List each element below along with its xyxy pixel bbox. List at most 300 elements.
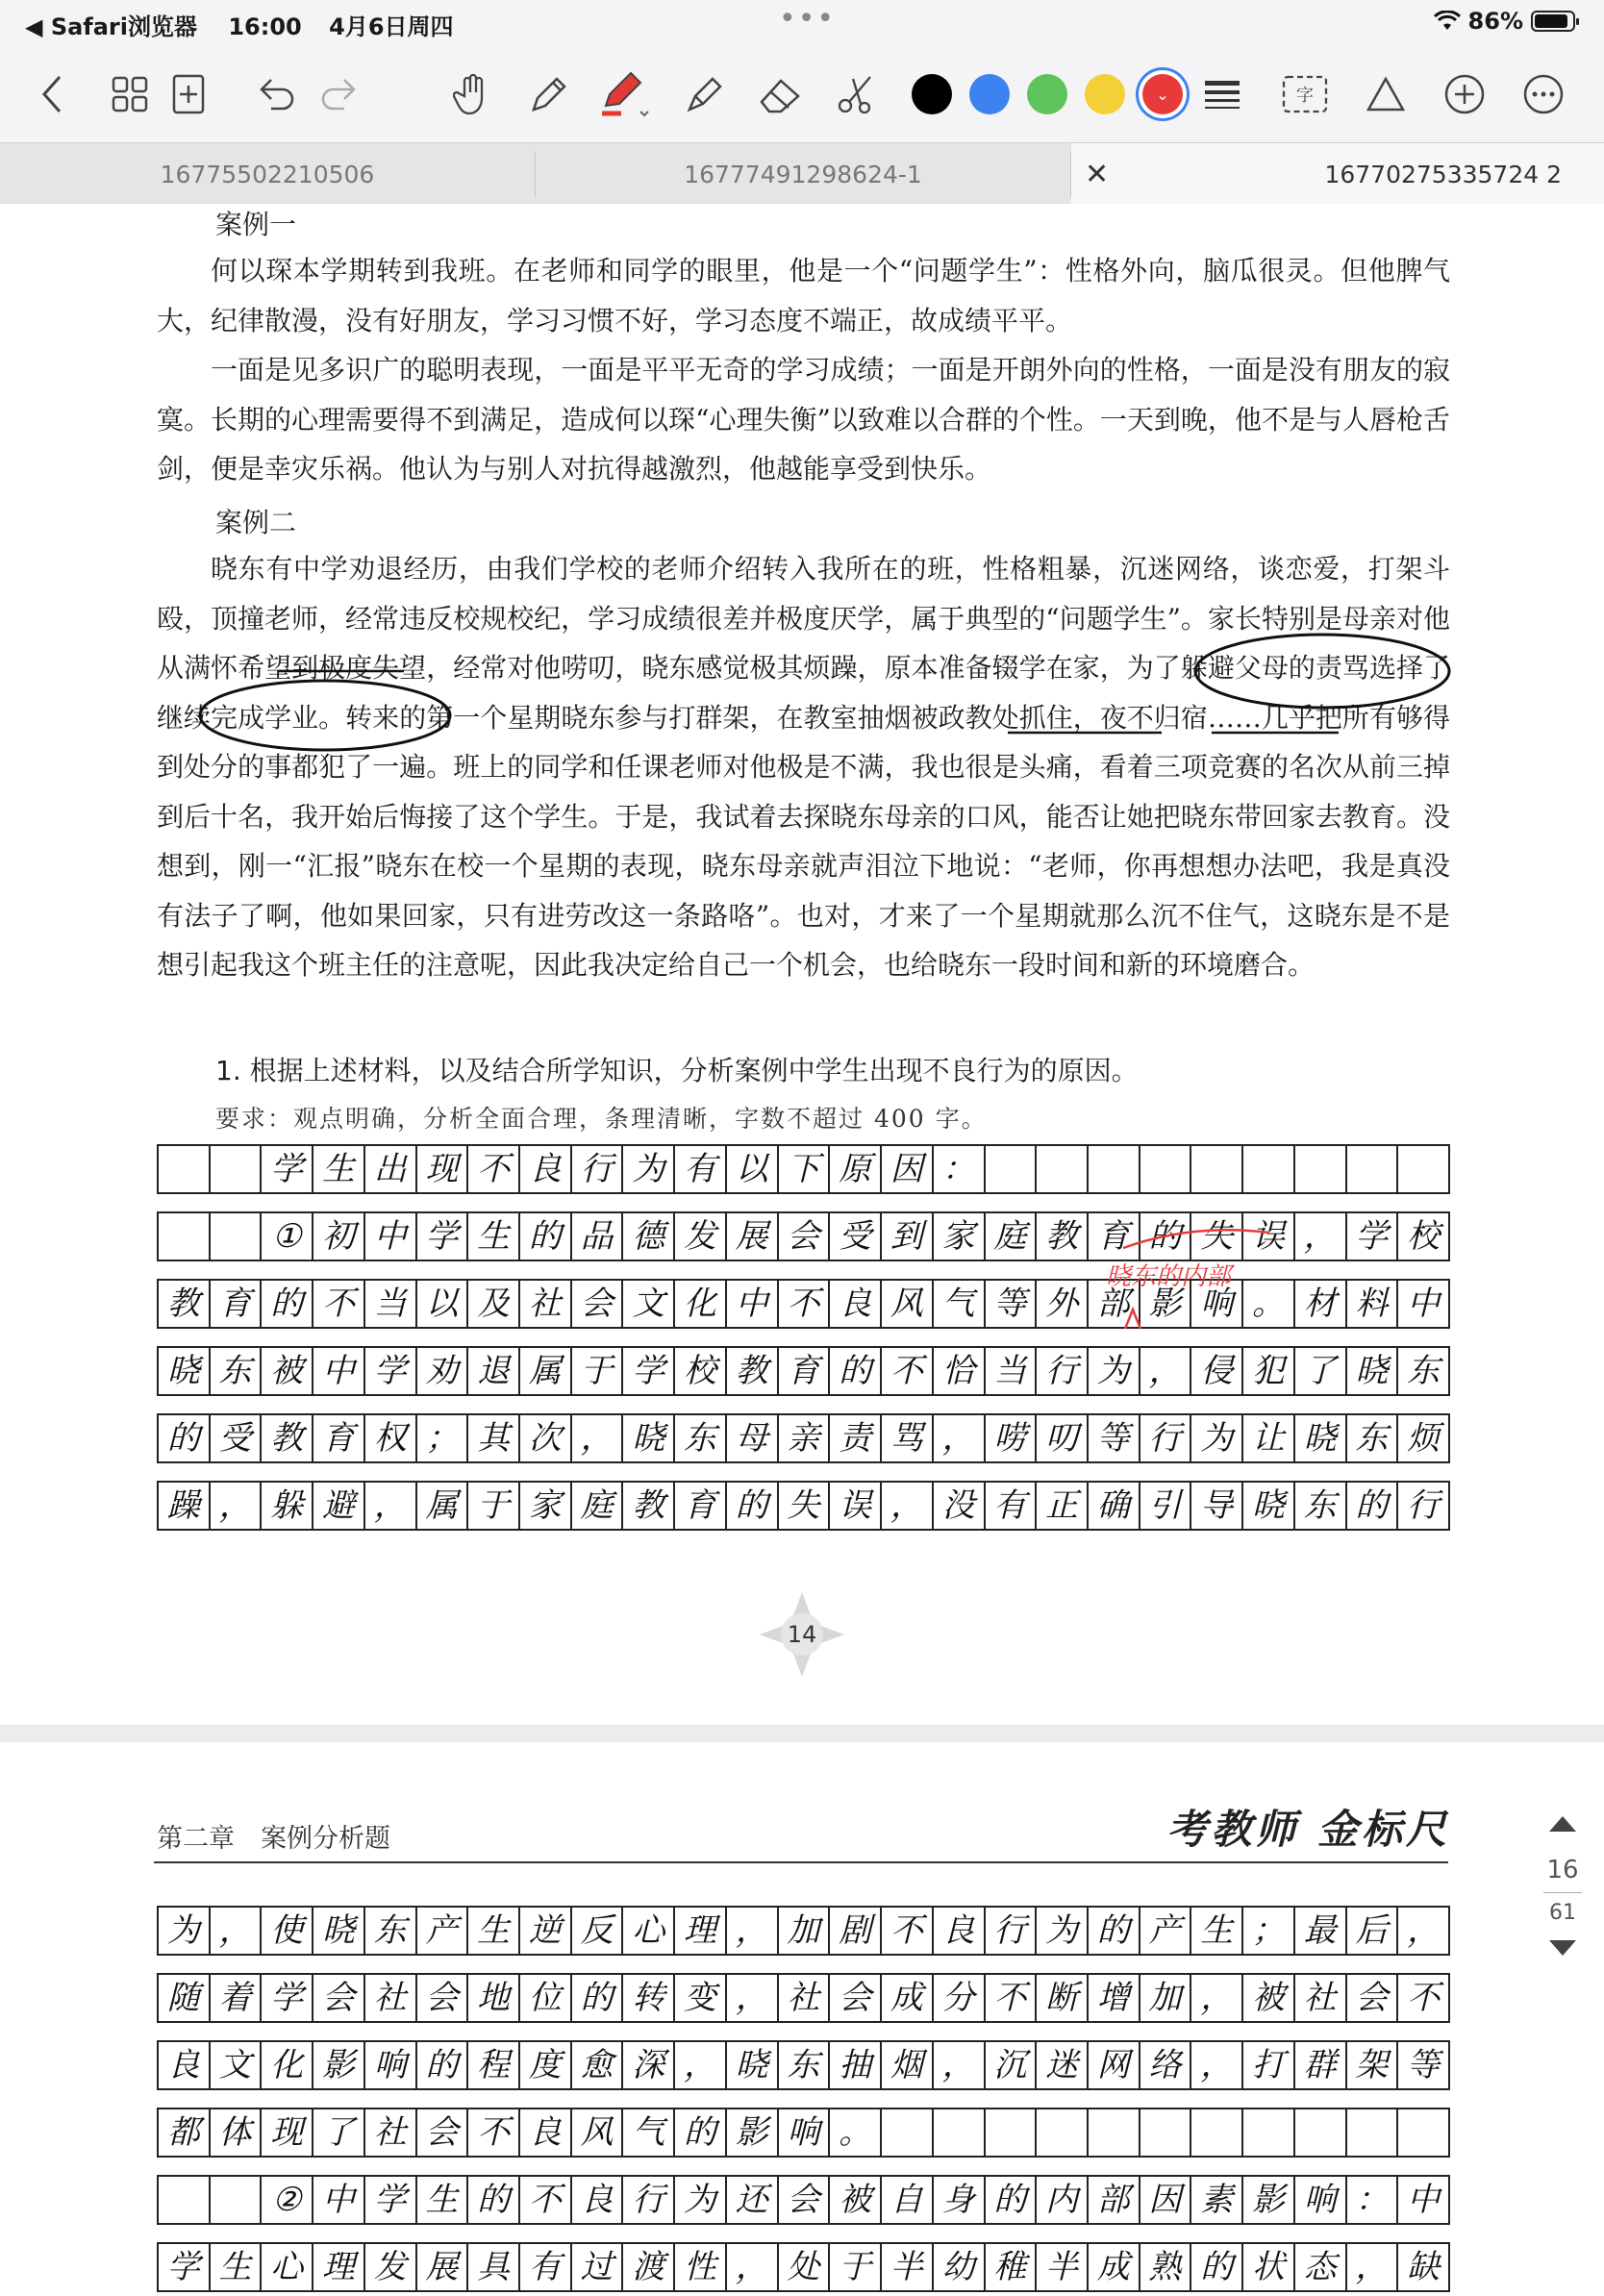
answer-grid-cell: 行 xyxy=(1037,1348,1089,1394)
answer-grid-cell: 外 xyxy=(1037,1281,1089,1327)
answer-grid-cell: 。 xyxy=(830,2109,882,2156)
answer-grid-cell: 恰 xyxy=(934,1348,986,1394)
marker-icon xyxy=(598,67,652,121)
text-recognition-button[interactable] xyxy=(1279,67,1331,121)
triangle-icon xyxy=(1365,75,1407,113)
answer-grid-cell: 于 xyxy=(830,2244,882,2290)
answer-grid-cell: 唠 xyxy=(986,1415,1038,1461)
answer-grid-cell: 教 xyxy=(159,1281,211,1327)
answer-grid-cell xyxy=(1140,1146,1192,1192)
answer-grid-cell: 不 xyxy=(882,1348,934,1394)
answer-grid-cell: 影 xyxy=(1140,1281,1192,1327)
text-icon xyxy=(1282,75,1328,113)
answer-grid-cell: 逆 xyxy=(520,1908,572,1954)
answer-grid-cell: 原 xyxy=(830,1146,882,1192)
answer-grid-cell: 庭 xyxy=(986,1213,1038,1260)
answer-grid-cell: 当 xyxy=(986,1348,1038,1394)
answer-grid-cell: 风 xyxy=(882,1281,934,1327)
answer-grid-cell: 劝 xyxy=(417,1348,469,1394)
answer-grid-cell: 让 xyxy=(1243,1415,1295,1461)
answer-grid-cell: 深 xyxy=(623,2042,675,2088)
answer-grid-cell: 渡 xyxy=(623,2244,675,2290)
answer-grid-cell: 失 xyxy=(779,1483,831,1529)
brand-logo: 考教师 金标尺 xyxy=(1166,1806,1450,1853)
answer-grid-cell: 都 xyxy=(159,2109,211,2156)
case1-paragraph-2: 一面是见多识广的聪明表现，一面是平平无奇的学习成绩；一面是开朗外向的性格，一面是没有朋友的寂寞。长期的心理需要得不到满足，造成何以琛“心理失衡”以致难以合群的个性。一天到晚，他不是与人唇枪舌剑，便是幸灾乐祸。他认为与别人对抗得越激烈，他越能享受到快乐。 xyxy=(157,354,1450,485)
answer-grid-cell: 最 xyxy=(1295,1908,1347,1954)
answer-grid-cell xyxy=(1347,1146,1399,1192)
page-number-badge[interactable] xyxy=(758,1590,846,1679)
color-blue-swatch[interactable] xyxy=(965,67,1014,121)
thumbnails-button[interactable] xyxy=(108,67,152,121)
answer-grid-cell: 受 xyxy=(211,1415,263,1461)
answer-grid-cell: 分 xyxy=(934,1975,986,2021)
answer-grid-cell: 态 xyxy=(1295,2244,1347,2290)
answer-grid-cell: 躁 xyxy=(159,1483,211,1529)
pen-tool-button[interactable] xyxy=(525,67,573,121)
answer-grid-cell: 社 xyxy=(779,1975,831,2021)
answer-grid-cell: 属 xyxy=(417,1483,469,1529)
answer-grid-cell: 愈 xyxy=(572,2042,624,2088)
answer-grid-cell: 生 xyxy=(313,1146,365,1192)
answer-grid-cell xyxy=(1347,2109,1399,2156)
answer-grid-cell xyxy=(1398,2109,1448,2156)
battery-icon xyxy=(1531,11,1575,32)
answer-grid-cell: 自 xyxy=(882,2177,934,2223)
answer-grid-cell: 下 xyxy=(779,1146,831,1192)
answer-grid-cell: 材 xyxy=(1295,1281,1347,1327)
answer-grid-cell: 幼 xyxy=(934,2244,986,2290)
color-yellow-swatch[interactable] xyxy=(1081,67,1129,121)
answer-grid-cell: 化 xyxy=(675,1281,727,1327)
answer-grid-cell: 的 xyxy=(262,1281,313,1327)
answer-grid-cell: 受 xyxy=(830,1213,882,1260)
answer-grid-cell: ， xyxy=(1191,2042,1243,2088)
answer-grid-cell: 文 xyxy=(623,1281,675,1327)
answer-grid-cell: 迷 xyxy=(1037,2042,1089,2088)
case1-title: 案例一 xyxy=(215,209,297,240)
status-right xyxy=(1434,8,1575,35)
multitask-dots-icon[interactable]: ••• xyxy=(779,2,837,36)
answer-grid-cell xyxy=(159,1213,211,1260)
more-circle-icon xyxy=(1522,73,1565,115)
answer-grid-cell: ， xyxy=(727,2244,779,2290)
header-rule xyxy=(154,1861,1448,1863)
answer-grid-cell: 的 xyxy=(1347,1483,1399,1529)
answer-grid-cell: 现 xyxy=(417,1146,469,1192)
answer-grid-cell: 内 xyxy=(1037,2177,1089,2223)
answer-grid-cell: 产 xyxy=(417,1908,469,1954)
pager-divider xyxy=(1543,1892,1582,1893)
answer-grid-cell: 生 xyxy=(468,1213,520,1260)
grid-icon xyxy=(112,76,148,112)
answer-grid-row xyxy=(157,1906,1450,1956)
answer-grid-cell xyxy=(1037,1146,1089,1192)
answer-grid-cell: ， xyxy=(1407,1911,1441,1950)
status-bar xyxy=(0,0,1604,46)
answer-grid-cell: 晓 xyxy=(313,1908,365,1954)
hand-tool-button[interactable] xyxy=(448,67,496,121)
answer-grid-cell: 中 xyxy=(1407,2181,1441,2219)
answer-grid-cell: 晓 xyxy=(159,1348,211,1394)
answer-grid-cell xyxy=(1295,2109,1347,2156)
answer-grid-cell: 影 xyxy=(1243,2177,1295,2223)
answer-grid-cell: 有 xyxy=(986,1483,1038,1529)
answer-grid-cell: 导 xyxy=(1191,1483,1243,1529)
answer-grid-cell: 地 xyxy=(468,1975,520,2021)
highlighter-tool-button[interactable] xyxy=(596,67,654,121)
answer-grid-cell: 气 xyxy=(623,2109,675,2156)
answer-grid-cell: 误 xyxy=(1243,1213,1295,1260)
hand-icon xyxy=(453,73,491,115)
answer-grid-cell: 生 xyxy=(211,2244,263,2290)
answer-grid-cell: 生 xyxy=(468,1908,520,1954)
answer-grid-cell: 的 xyxy=(986,2177,1038,2223)
status-time: 16:00 xyxy=(228,13,302,40)
answer-grid-cell: 社 xyxy=(365,1975,417,2021)
answer-grid-cell: 躲 xyxy=(262,1483,313,1529)
add-page-icon xyxy=(172,74,205,114)
answer-grid-cell: 其 xyxy=(468,1415,520,1461)
answer-grid-cell: 初 xyxy=(313,1213,365,1260)
answer-grid-cell: 理 xyxy=(313,2244,365,2290)
color-blue xyxy=(969,74,1010,114)
document-view[interactable] xyxy=(0,204,1604,2296)
answer-grid-cell: 育 xyxy=(313,1415,365,1461)
answer-grid-cell: 为 xyxy=(1089,1348,1140,1394)
answer-grid-cell: 行 xyxy=(623,2177,675,2223)
answer-grid-cell: 不 xyxy=(1407,1979,1441,2017)
redo-button[interactable] xyxy=(317,67,360,121)
page-gap xyxy=(0,1725,1604,1742)
answer-grid-cell: 使 xyxy=(262,1908,313,1954)
answer-grid-cell: 良 xyxy=(520,2109,572,2156)
answer-grid-cell: 有 xyxy=(520,2244,572,2290)
answer-grid-row xyxy=(157,2242,1450,2292)
answer-grid-cell: 现 xyxy=(262,2109,313,2156)
answer-grid-cell: 。 xyxy=(1243,1281,1295,1327)
line-weight-icon xyxy=(1203,77,1241,112)
answer-grid-cell: 不 xyxy=(882,1908,934,1954)
answer-grid-cell: 责 xyxy=(830,1415,882,1461)
case1-paragraph-1: 何以琛本学期转到我班。在老师和同学的眼里，他是一个“问题学生”：性格外向，脑瓜很灵。但他脾气大，纪律散漫，没有好朋友，学习习惯不好，学习态度不端正，故成绩平平。 xyxy=(157,255,1450,337)
answer-grid-cell: 不 xyxy=(986,1975,1038,2021)
answer-grid-cell: 烦 xyxy=(1407,1419,1441,1458)
answer-grid-cell: 行 xyxy=(1140,1415,1192,1461)
answer-grid-cell: 中 xyxy=(727,1281,779,1327)
case2-paragraph-1: 晓东有中学劝退经历，由我们学校的老师介绍转入我所在的班，性格粗暴，沉迷网络，谈恋爱，打架斗殴，顶撞老师，经常违反校规校纪，学习成绩很差并极度厌学，属于典型的“问题学生”。家长特别是母亲对他从满怀希望到极度失望，经常对他唠叨，晓东感觉极其烦躁，原本准备辍学在家，为了躲避父母的责骂选择了继续完成学业。转来的第一个星期晓东参与打群架，在教室抽烟被政教处抓住，夜不归宿……几乎把所有够得到处分的事都犯了一遍。班上的同学和任课老师对他极是不满，我也很是头痛，看着三项竞赛的名次从前三掉到后十名，我开始后悔接了这个学生。于是，我试着去探晓东母亲的口风，能否让她把晓东带回家去教育。没想到，刚一“汇报”晓东在校一个星期的表现，晓东母亲就声泪泣下地说：“老师，你再想想办法吧，我是真没有法子了啊，他如果回家，只有进劳改这一条路咯”。也对，才来了一个星期就那么沉不住气，这晓东是不是想引起我这个班主任的注意呢，因此我决定给自己一个机会，也给晓东一段时间和新的环境磨合。 xyxy=(157,553,1450,981)
answer-grid-cell: ， xyxy=(1191,1975,1243,2021)
answer-grid-cell xyxy=(882,2109,934,2156)
answer-grid-cell: 着 xyxy=(211,1975,263,2021)
answer-grid-cell: 架 xyxy=(1347,2042,1399,2088)
back-to-safari[interactable]: ◀ Safari浏览器 xyxy=(25,13,197,40)
case1-text xyxy=(157,246,1450,494)
answer-grid-cell: 素 xyxy=(1191,2177,1243,2223)
answer-grid-cell: ， xyxy=(934,1415,986,1461)
answer-grid-cell: 身 xyxy=(934,2177,986,2223)
answer-grid-cell: 东 xyxy=(211,1348,263,1394)
answer-grid-cell: 正 xyxy=(1037,1483,1089,1529)
answer-grid-cell: 为 xyxy=(159,1908,211,1954)
answer-grid-cell: 不 xyxy=(468,1146,520,1192)
tab-3-label: 16770275335724 2 xyxy=(1324,160,1562,188)
answer-grid-cell: ， xyxy=(727,1975,779,2021)
answer-grid-cell: 社 xyxy=(365,2109,417,2156)
eraser-tool-button[interactable] xyxy=(756,67,804,121)
answer-grid-cell: 校 xyxy=(675,1348,727,1394)
answer-grid-cell: 育 xyxy=(779,1348,831,1394)
answer-grid-cell: 会 xyxy=(417,1975,469,2021)
answer-grid-cell: 退 xyxy=(468,1348,520,1394)
answer-grid-row xyxy=(157,1144,1450,1194)
answer-grid-cell: 的 xyxy=(417,2042,469,2088)
answer-grid-cell xyxy=(1140,2109,1192,2156)
answer-grid-cell: 育 xyxy=(211,1281,263,1327)
answer-grid-cell: 等 xyxy=(1407,2046,1441,2084)
redo-icon xyxy=(319,78,358,111)
answer-grid-cell: 的 xyxy=(830,1348,882,1394)
answer-grid-cell: 为 xyxy=(675,2177,727,2223)
answer-grid-cell: 状 xyxy=(1243,2244,1295,2290)
answer-grid-cell: ， xyxy=(934,2042,986,2088)
more-button[interactable] xyxy=(1519,67,1567,121)
answer-grid-cell: 属 xyxy=(520,1348,572,1394)
answer-grid-cell: 增 xyxy=(1089,1975,1140,2021)
battery-percent: 86% xyxy=(1467,8,1523,35)
answer-grid-cell: 育 xyxy=(1089,1213,1140,1260)
stroke-width-button[interactable] xyxy=(1200,67,1244,121)
answer-grid-cell: 展 xyxy=(727,1213,779,1260)
answer-grid-cell: 中 xyxy=(313,1348,365,1394)
answer-grid-cell: 理 xyxy=(675,1908,727,1954)
answer-grid-cell xyxy=(1191,1146,1243,1192)
answer-grid-cell: 母 xyxy=(727,1415,779,1461)
answer-grid-cell: 学 xyxy=(262,1975,313,2021)
answer-grid-cell: 络 xyxy=(1140,2042,1192,2088)
document-tabs xyxy=(0,142,1604,206)
answer-grid-row xyxy=(157,1973,1450,2023)
answer-grid-cell: ② xyxy=(262,2177,313,2223)
answer-grid-cell: 会 xyxy=(1347,1975,1399,2021)
answer-grid-row xyxy=(157,1413,1450,1463)
answer-grid-cell: 以 xyxy=(727,1146,779,1192)
answer-grid-cell: 缺 xyxy=(1407,2248,1441,2286)
answer-grid-cell xyxy=(1089,2109,1140,2156)
answer-grid-cell: 化 xyxy=(262,2042,313,2088)
answer-grid-cell: 后 xyxy=(1347,1908,1399,1954)
insert-button[interactable] xyxy=(1441,67,1489,121)
answer-grid-cell: 良 xyxy=(830,1281,882,1327)
color-black xyxy=(912,74,952,114)
wifi-icon xyxy=(1434,11,1461,32)
answer-grid-cell: 影 xyxy=(727,2109,779,2156)
answer-grid-cell: 没 xyxy=(934,1483,986,1529)
answer-grid-cell: 庭 xyxy=(572,1483,624,1529)
answer-grid-cell: ， xyxy=(211,1483,263,1529)
answer-grid-cell: 加 xyxy=(779,1908,831,1954)
answer-grid-cell: 料 xyxy=(1347,1281,1399,1327)
answer-grid-cell xyxy=(986,1146,1038,1192)
tab-3-active[interactable] xyxy=(1071,143,1604,205)
answer-grid-cell: 产 xyxy=(1140,1908,1192,1954)
answer-grid-cell: 以 xyxy=(417,1281,469,1327)
answer-grid-cell: 展 xyxy=(417,2244,469,2290)
answer-grid-cell: 行 xyxy=(986,1908,1038,1954)
answer-grid-cell: ， xyxy=(727,1908,779,1954)
answer-grid-cell: 处 xyxy=(779,2244,831,2290)
question-1: 1. 根据上述材料，以及结合所学知识，分析案例中学生出现不良行为的原因。 xyxy=(215,1055,1139,1086)
answer-grid-cell: 不 xyxy=(520,2177,572,2223)
brush-icon xyxy=(684,73,726,115)
answer-grid-row xyxy=(157,1481,1450,1531)
close-tab-icon[interactable]: ✕ xyxy=(1085,157,1110,191)
answer-grid-cell: 学 xyxy=(365,1348,417,1394)
answer-grid-row xyxy=(157,2108,1450,2158)
answer-grid-cell: 心 xyxy=(623,1908,675,1954)
answer-grid-cell: ， xyxy=(1140,1348,1192,1394)
answer-grid-cell xyxy=(986,2109,1038,2156)
answer-grid-cell xyxy=(1243,1146,1295,1192)
answer-grid-cell: 网 xyxy=(1089,2042,1140,2088)
answer-grid-cell: 响 xyxy=(365,2042,417,2088)
answer-grid-cell: 会 xyxy=(779,2177,831,2223)
undo-button[interactable] xyxy=(256,67,298,121)
answer-grid-cell: 家 xyxy=(934,1213,986,1260)
answer-grid-cell: 教 xyxy=(1037,1213,1089,1260)
answer-grid-cell: 被 xyxy=(262,1348,313,1394)
margin-note: 晓东的内部 xyxy=(1106,1262,1232,1291)
answer-grid-cell: 气 xyxy=(934,1281,986,1327)
answer-grid-cell: 权 xyxy=(365,1415,417,1461)
answer-grid-cell: 社 xyxy=(520,1281,572,1327)
answer-grid-cell: 打 xyxy=(1243,2042,1295,2088)
tab-2-label: 16777491298624-1 xyxy=(684,160,922,188)
answer-grid-cell: 学 xyxy=(1347,1213,1399,1260)
answer-grid-cell: 沉 xyxy=(986,2042,1038,2088)
answer-grid-cell: 因 xyxy=(882,1146,934,1192)
answer-grid-cell: 东 xyxy=(779,2042,831,2088)
answer-grid-cell: 的 xyxy=(159,1415,211,1461)
answer-grid-cell: 中 xyxy=(313,2177,365,2223)
requirement: 要求：观点明确，分析全面合理，条理清晰，字数不超过 400 字。 xyxy=(215,1105,988,1133)
answer-grid-cell: 等 xyxy=(1089,1415,1140,1461)
answer-grid-cell: 德 xyxy=(623,1213,675,1260)
answer-grid-cell: 群 xyxy=(1295,2042,1347,2088)
answer-grid-cell: 影 xyxy=(313,2042,365,2088)
answer-grid-cell: 发 xyxy=(365,2244,417,2290)
answer-grid-cell: 叨 xyxy=(1037,1415,1089,1461)
answer-grid-cell: 断 xyxy=(1037,1975,1089,2021)
answer-grid-cell: 东 xyxy=(1407,1352,1441,1390)
back-button[interactable] xyxy=(33,67,71,121)
toolbar xyxy=(0,46,1604,142)
answer-grid-cell: 晓 xyxy=(1243,1483,1295,1529)
answer-grid-cell: 加 xyxy=(1140,1975,1192,2021)
answer-grid-cell: 东 xyxy=(365,1908,417,1954)
answer-grid-cell: 家 xyxy=(520,1483,572,1529)
answer-grid-cell: 不 xyxy=(468,2109,520,2156)
answer-grid-cell xyxy=(1089,1146,1140,1192)
color-green-swatch[interactable] xyxy=(1023,67,1071,121)
add-page-button[interactable] xyxy=(167,67,210,121)
answer-grid-cell: 位 xyxy=(520,1975,572,2021)
answer-grid-cell: 了 xyxy=(1295,1348,1347,1394)
answer-grid-row xyxy=(157,2175,1450,2225)
answer-grid-cell: 部 xyxy=(1089,1281,1140,1327)
answer-grid-cell: 等 xyxy=(986,1281,1038,1327)
answer-grid-cell xyxy=(211,1146,263,1192)
shape-tool-button[interactable] xyxy=(1362,67,1410,121)
answer-grid-cell: ， xyxy=(211,1908,263,1954)
answer-grid-cell: 抽 xyxy=(830,2042,882,2088)
answer-grid-cell: 为 xyxy=(1191,1415,1243,1461)
answer-grid-cell: ； xyxy=(1243,1908,1295,1954)
answer-grid-cell: 于 xyxy=(468,1483,520,1529)
answer-grid-cell: 响 xyxy=(779,2109,831,2156)
answer-grid-cell: 的 xyxy=(572,1975,624,2021)
answer-grid-cell: 当 xyxy=(365,1281,417,1327)
answer-grid-cell: 不 xyxy=(779,1281,831,1327)
page-number: 14 xyxy=(787,1621,817,1648)
answer-grid-cell: 教 xyxy=(262,1415,313,1461)
answer-grid-cell: 品 xyxy=(572,1213,624,1260)
lasso-tool-button[interactable] xyxy=(833,67,881,121)
answer-grid-cell: 晓 xyxy=(623,1415,675,1461)
answer-grid-cell: 会 xyxy=(779,1213,831,1260)
answer-grid-cell: 剧 xyxy=(830,1908,882,1954)
answer-grid-cell: 良 xyxy=(159,2042,211,2088)
answer-grid-cell: 中 xyxy=(365,1213,417,1260)
page-14 xyxy=(0,204,1604,1725)
case2-title: 案例二 xyxy=(215,507,297,538)
answer-grid-cell: 的 xyxy=(1140,1213,1192,1260)
answer-grid-cell: 到 xyxy=(882,1213,934,1260)
color-red-swatch[interactable] xyxy=(1137,67,1189,121)
arrow-up-icon[interactable] xyxy=(1545,1812,1580,1835)
answer-grid-cell: 会 xyxy=(572,1281,624,1327)
answer-grid-cell: 学 xyxy=(262,1146,313,1192)
answer-grid-cell: 成 xyxy=(1089,2244,1140,2290)
answer-grid-cell: 随 xyxy=(159,1975,211,2021)
answer-grid-row xyxy=(157,2040,1450,2090)
answer-grid-cell: 的 xyxy=(520,1213,572,1260)
answer-grid-cell: 的 xyxy=(468,2177,520,2223)
answer-grid-cell: 被 xyxy=(1243,1975,1295,2021)
status-left[interactable] xyxy=(25,8,454,41)
color-black-swatch[interactable] xyxy=(908,67,956,121)
answer-grid-cell: 因 xyxy=(1140,2177,1192,2223)
answer-grid-cell: 亲 xyxy=(779,1415,831,1461)
page-15 xyxy=(0,1742,1604,2296)
tab-2[interactable] xyxy=(536,143,1070,205)
brush-tool-button[interactable] xyxy=(681,67,729,121)
page-pager[interactable] xyxy=(1521,1812,1604,1985)
answer-grid-cell: 育 xyxy=(675,1483,727,1529)
answer-grid-cell: 晓 xyxy=(1295,1415,1347,1461)
tab-1[interactable] xyxy=(0,143,535,205)
arrow-down-icon[interactable] xyxy=(1545,1936,1580,1959)
answer-grid-cell: 及 xyxy=(468,1281,520,1327)
answer-grid-cell xyxy=(1037,2109,1089,2156)
tab-1-label: 16775502210506 xyxy=(160,160,375,188)
answer-grid-cell: 反 xyxy=(572,1908,624,1954)
answer-grid-cell: 了 xyxy=(313,2109,365,2156)
answer-grid-cell: 学 xyxy=(417,1213,469,1260)
answer-grid-cell: 学 xyxy=(159,2244,211,2290)
answer-grid-cell: 失 xyxy=(1191,1213,1243,1260)
answer-grid-cell: 学 xyxy=(623,1348,675,1394)
